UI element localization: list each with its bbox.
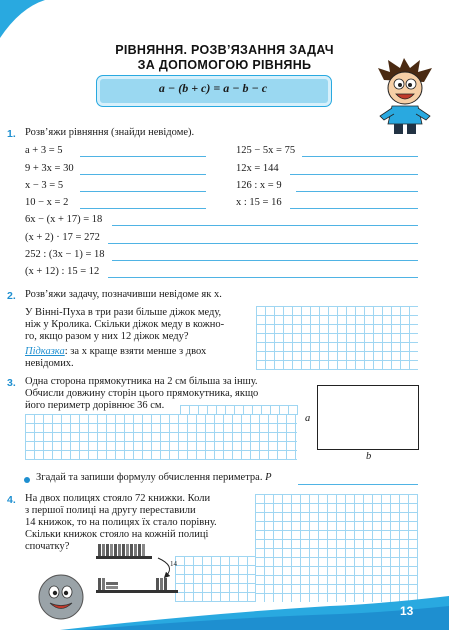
bullet-icon xyxy=(24,477,30,483)
answer-grid[interactable] xyxy=(256,306,418,370)
task3-number: 3. xyxy=(7,377,16,389)
task2-problem-line: ніж у Кролика. Скільки діжок меду в кожно- xyxy=(25,319,225,330)
equation: 12x = 144 xyxy=(236,163,279,174)
answer-line[interactable] xyxy=(112,225,418,226)
answer-line[interactable] xyxy=(302,156,418,157)
task4-line: 14 книжок, то на полицях їх стало порівну. xyxy=(25,517,217,528)
answer-line[interactable] xyxy=(290,208,418,209)
equation: 126 : x = 9 xyxy=(236,180,282,191)
task3-bullet-text: Згадай та запиши формулу обчислення периметра. xyxy=(36,472,263,483)
answer-line[interactable] xyxy=(298,484,418,485)
answer-grid[interactable] xyxy=(180,405,298,415)
answer-grid[interactable] xyxy=(255,494,418,602)
task3-line: його периметр дорівнює 36 см. xyxy=(25,400,165,411)
page-title-line2: ЗА ДОПОМОГОЮ РІВНЯНЬ xyxy=(137,58,312,72)
task1-number: 1. xyxy=(7,128,16,140)
answer-line[interactable] xyxy=(80,156,206,157)
task4-line: На двох полицях стояло 72 книжки. Коли xyxy=(25,493,211,504)
task3-line: Одна сторона прямокутника на 2 см більша за іншу. xyxy=(25,376,258,387)
answer-line[interactable] xyxy=(80,191,206,192)
equation: x : 15 = 16 xyxy=(236,197,282,208)
task4-number: 4. xyxy=(7,494,16,506)
task2-problem-line: го, якщо разом у них 12 діжок меду? xyxy=(25,331,189,342)
answer-line[interactable] xyxy=(112,260,418,261)
answer-line[interactable] xyxy=(290,174,418,175)
hint-text: : за x краще взяти менше з двох xyxy=(64,346,207,357)
answer-line[interactable] xyxy=(108,243,418,244)
equation: 9 + 3x = 30 xyxy=(25,163,74,174)
task3-bullet-var: P xyxy=(265,472,272,483)
equation: (x + 2) · 17 = 272 xyxy=(25,232,100,243)
equation: 6x − (x + 17) = 18 xyxy=(25,214,103,225)
equation: a + 3 = 5 xyxy=(25,145,63,156)
task4-line: Скільки книжок стояло на кожній полиці xyxy=(25,529,209,540)
page-title-line1: РІВНЯННЯ. РОЗВ’ЯЗАННЯ ЗАДАЧ xyxy=(115,43,334,57)
task3-line: Обчисли довжину сторін цього прямокутника, якщо xyxy=(25,388,259,399)
equation: 10 − x = 2 xyxy=(25,197,69,208)
task4-line: спочатку? xyxy=(25,541,70,552)
rectangle-side-label: b xyxy=(366,451,372,462)
arrow-label: 14 xyxy=(170,560,177,568)
cartoon-boy-illustration xyxy=(374,58,436,138)
hint-label: Підказка xyxy=(25,346,65,357)
task1-text: Розв’яжи рівняння (знайди невідоме). xyxy=(25,127,195,138)
answer-line[interactable] xyxy=(296,191,418,192)
rectangle-diagram xyxy=(317,385,419,450)
rectangle-side-label: a xyxy=(305,413,311,424)
answer-line[interactable] xyxy=(80,174,206,175)
hint-text: невідомих. xyxy=(25,358,74,369)
task2-number: 2. xyxy=(7,290,16,302)
equation: 252 : (3x − 1) = 18 xyxy=(25,249,105,260)
answer-line[interactable] xyxy=(108,277,418,278)
equation: 125 − 5x = 75 xyxy=(236,145,296,156)
equation: (x + 12) : 15 = 12 xyxy=(25,266,100,277)
formula-text: a − (b + c) = a − b − c xyxy=(158,81,268,95)
answer-grid[interactable] xyxy=(25,414,297,460)
task4-line: з першої полиці на другу переставили xyxy=(25,505,196,516)
smiley-face-illustration xyxy=(36,572,86,622)
answer-line[interactable] xyxy=(80,208,206,209)
equation: x − 3 = 5 xyxy=(25,180,64,191)
task2-problem-line: У Вінні-Пуха в три рази більше діжок меду, xyxy=(25,307,222,318)
task2-text: Розв’яжи задачу, позначивши невідоме як x. xyxy=(25,289,222,300)
bookshelves-illustration xyxy=(96,538,178,598)
page-number: 13 xyxy=(400,604,414,618)
